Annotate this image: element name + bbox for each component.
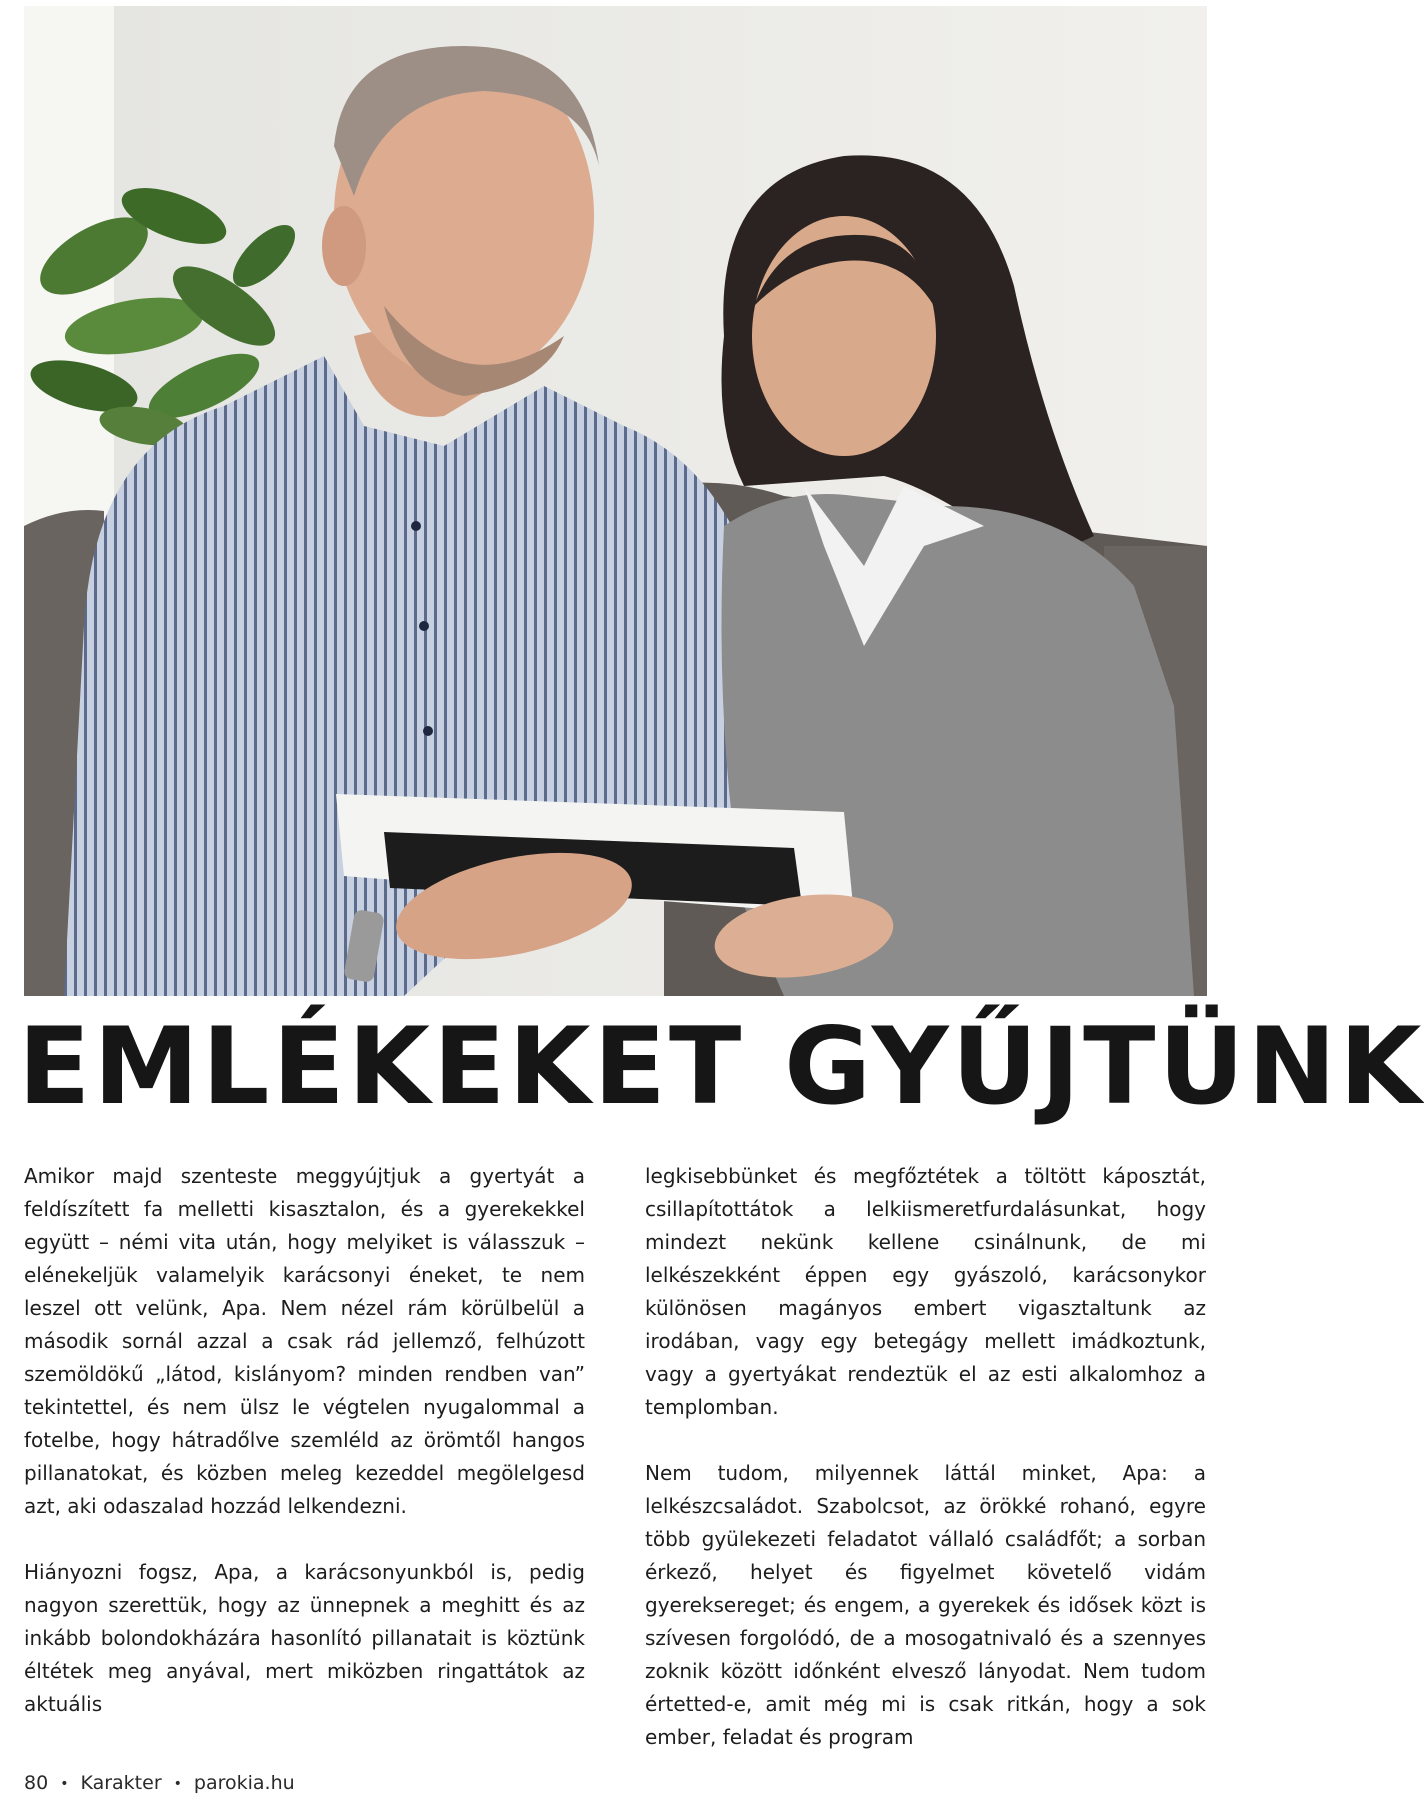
left-column (24, 1160, 585, 1754)
page-number: 80 (24, 1772, 49, 1794)
article-photo (24, 6, 1207, 996)
separator-dot: • (173, 1775, 182, 1792)
separator-dot: • (60, 1775, 69, 1792)
paragraph: Hiányozni fogsz, Apa, a karácsonyunkból is, pedig nagyon szerettük, hogy az ünnepnek a meghitt és az inkább bolondokházára hasonlító pillanatait is köztünk éltétek meg anyával, mert miközben ringattátok az aktuális (24, 1560, 585, 1716)
paragraph: legkisebbünket és megfőztétek a töltött káposztát, csillapítottátok a lelkiismeretfurdalásunkat, hogy mindezt nekünk kellene csinálnunk, de mi lelkészekként éppen egy gyászoló, karácsonykor különösen magányos embert vigasztaltunk az irodában, vagy egy betegágy mellett imádkoztunk, vagy a gyertyákat rendeztük el az esti alkalomhoz a templomban. (645, 1164, 1206, 1419)
paragraph: Nem tudom, milyennek láttál minket, Apa: a lelkészcsaládot. Szabolcsot, az örökké rohanó, egyre több gyülekezeti feladatot vállaló családfőt; a sorban érkező, helyet és figyelmet követelő vidám gyereksereget; és engem, a gyerekek és idősek közt is szívesen forgolódó, de a mosogatnivaló és a szennyes zoknik között időnként elvesző lányodat. Nem tudom értetted-e, amit még mi is csak ritkán, hogy a sok ember, feladat és program (645, 1461, 1206, 1749)
website-link[interactable]: parokia.hu (193, 1772, 295, 1794)
article-title: EMLÉKEKET GYŰJTÜNK (18, 1005, 1424, 1128)
magazine-name: Karakter (80, 1772, 162, 1794)
right-column (645, 1160, 1206, 1787)
page-footer (24, 1772, 295, 1794)
paragraph: Amikor majd szenteste meggyújtjuk a gyertyát a feldíszített fa melletti kisasztalon, és a gyerekekkel együtt – némi vita után, hogy melyiket is válasszuk – elénekeljük valamelyik karácsonyi éneket, te nem leszel ott velünk, Apa. Nem nézel rám körülbelül a második sornál azzal a csak rád jellemző, felhúzott szemöldökű „látod, kislányom? minden rendben van” tekintettel, és nem ülsz le végtelen nyugalommal a fotelbe, hogy hátradőlve szemléld az örömtől hangos pillanatokat, és közben meleg kezeddel megölelgesd azt, aki odaszalad hozzád lelkendezni. (24, 1164, 585, 1518)
